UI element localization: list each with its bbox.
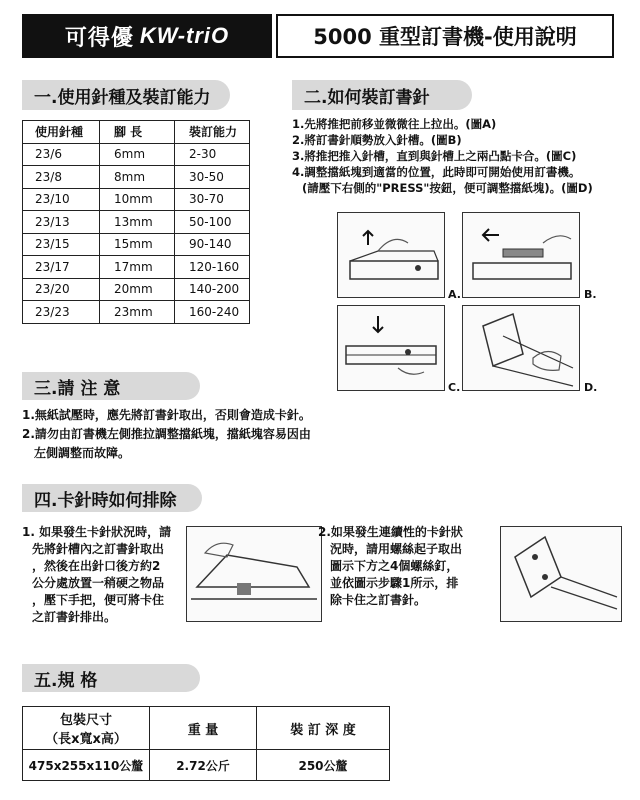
table-row: [23, 166, 250, 189]
figure-d: [462, 305, 580, 391]
stapler-jam-illustration: [187, 527, 321, 621]
table-cell: 2.72公斤: [150, 750, 257, 781]
jam-line: 況時，請用螺絲起子取出: [330, 542, 463, 556]
figure-d-label: D.: [584, 381, 598, 394]
table-cell: 15mm: [100, 233, 175, 256]
jam-line: 圖示下方之4個螺絲釘，: [330, 559, 459, 573]
table-cell: 23/20: [23, 278, 100, 301]
note-item: 左側調整而故障。: [34, 446, 131, 460]
step-item: 4.調整擋紙塊到適當的位置，此時即可開始使用訂書機。: [292, 165, 581, 179]
jam-line: ，然後在出針口後方約2: [32, 559, 161, 573]
table-cell: 13mm: [100, 211, 175, 234]
table-row: [23, 188, 250, 211]
table-cell: 23/17: [23, 256, 100, 279]
step-item: (請壓下右側的"PRESS"按鈕，便可調整擋紙塊)。(圖D): [302, 181, 593, 195]
table-cell: 120-160: [175, 256, 250, 279]
table-row: [23, 211, 250, 234]
header-cell: 重 量: [150, 707, 257, 750]
jam-instructions-2: [318, 524, 498, 609]
header-cell: 裝 訂 深 度: [257, 707, 390, 750]
figure-c: [337, 305, 445, 391]
jam-instructions-1: [22, 524, 190, 626]
table-row: [23, 256, 250, 279]
jam-figure-2: [500, 526, 622, 622]
jam-line: 並依圖示步驟1所示，排: [330, 576, 459, 590]
package-sub-label: （長x寬x高）: [45, 732, 127, 747]
page-title: 5000 重型訂書機-使用說明: [276, 14, 614, 58]
table-header-row: [23, 121, 250, 144]
note-item: 1.無紙試壓時，應先將訂書針取出，否則會造成卡針。: [22, 408, 311, 422]
stapler-loading-illustration: [463, 213, 579, 297]
jam-figure-1: [186, 526, 322, 622]
table-cell: 23/15: [23, 233, 100, 256]
table-cell: 6mm: [100, 143, 175, 166]
stapler-loading-illustration: [338, 306, 444, 390]
jam-line: 除卡住之訂書針。: [330, 593, 427, 607]
jam-line: 之訂書針排出。: [32, 610, 117, 624]
table-cell: 30-70: [175, 188, 250, 211]
notes-list: [22, 406, 422, 463]
figure-c-label: C.: [448, 381, 461, 394]
table-cell: 23/23: [23, 301, 100, 324]
jam-line: 2.如果發生連續性的卡針狀: [318, 525, 463, 539]
table-cell: 250公釐: [257, 750, 390, 781]
table-cell: 17mm: [100, 256, 175, 279]
figure-b-label: B.: [584, 288, 597, 301]
figure-a-label: A.: [448, 288, 461, 301]
jam-line: 1. 如果發生卡針狀況時，請: [22, 525, 172, 539]
section-1-heading: 一.使用針種及裝訂能力: [22, 80, 230, 110]
table-cell: 10mm: [100, 188, 175, 211]
table-cell: 23mm: [100, 301, 175, 324]
table-cell: 50-100: [175, 211, 250, 234]
table-cell: 23/6: [23, 143, 100, 166]
staple-table: [22, 120, 250, 324]
table-row: [23, 750, 390, 781]
header-cell: 使用針種: [23, 121, 100, 144]
table-row: [23, 233, 250, 256]
header-cell: 裝訂能力: [175, 121, 250, 144]
section-5-heading: 五.規 格: [22, 664, 200, 692]
brand-logo: [22, 14, 272, 58]
table-cell: 2-30: [175, 143, 250, 166]
table-row: [23, 301, 250, 324]
header-cell: [23, 707, 150, 750]
table-row: [23, 278, 250, 301]
table-cell: 23/8: [23, 166, 100, 189]
steps-list: [292, 116, 622, 196]
spec-table: [22, 706, 390, 781]
table-cell: 475x255x110公釐: [23, 750, 150, 781]
section-4-heading: 四.卡針時如何排除: [22, 484, 202, 512]
section-2-heading: 二.如何裝訂書針: [292, 80, 472, 110]
table-row: [23, 143, 250, 166]
section-3-heading: 三.請 注 意: [22, 372, 200, 400]
table-cell: 8mm: [100, 166, 175, 189]
figure-b: [462, 212, 580, 298]
brand-chinese: 可得優: [64, 25, 134, 51]
table-cell: 23/13: [23, 211, 100, 234]
table-cell: 30-50: [175, 166, 250, 189]
step-item: 3.將推把推入針槽，直到與針槽上之兩凸點卡合。(圖C): [292, 149, 577, 163]
header-cell: 腳 長: [100, 121, 175, 144]
stapler-loading-illustration: [338, 213, 444, 297]
table-cell: 23/10: [23, 188, 100, 211]
table-cell: 160-240: [175, 301, 250, 324]
table-header-row: [23, 707, 390, 750]
jam-line: 先將針槽內之訂書針取出: [32, 542, 165, 556]
stapler-loading-illustration: [463, 306, 579, 390]
step-item: 2.將訂書針順勢放入針槽。(圖B): [292, 133, 462, 147]
table-cell: 90-140: [175, 233, 250, 256]
table-cell: 20mm: [100, 278, 175, 301]
note-item: 2.請勿由訂書機左側推拉調整擋紙塊，擋紙塊容易因由: [22, 427, 311, 441]
stapler-screw-illustration: [501, 527, 621, 621]
jam-line: 公分處放置一稍硬之物品: [32, 576, 165, 590]
package-label: 包裝尺寸: [59, 713, 112, 728]
figure-a: [337, 212, 445, 298]
step-item: 1.先將推把前移並微微往上拉出。(圖A): [292, 117, 497, 131]
jam-line: ，壓下手把，便可將卡住: [32, 593, 165, 607]
brand-english: KW-triO: [139, 23, 230, 48]
table-cell: 140-200: [175, 278, 250, 301]
